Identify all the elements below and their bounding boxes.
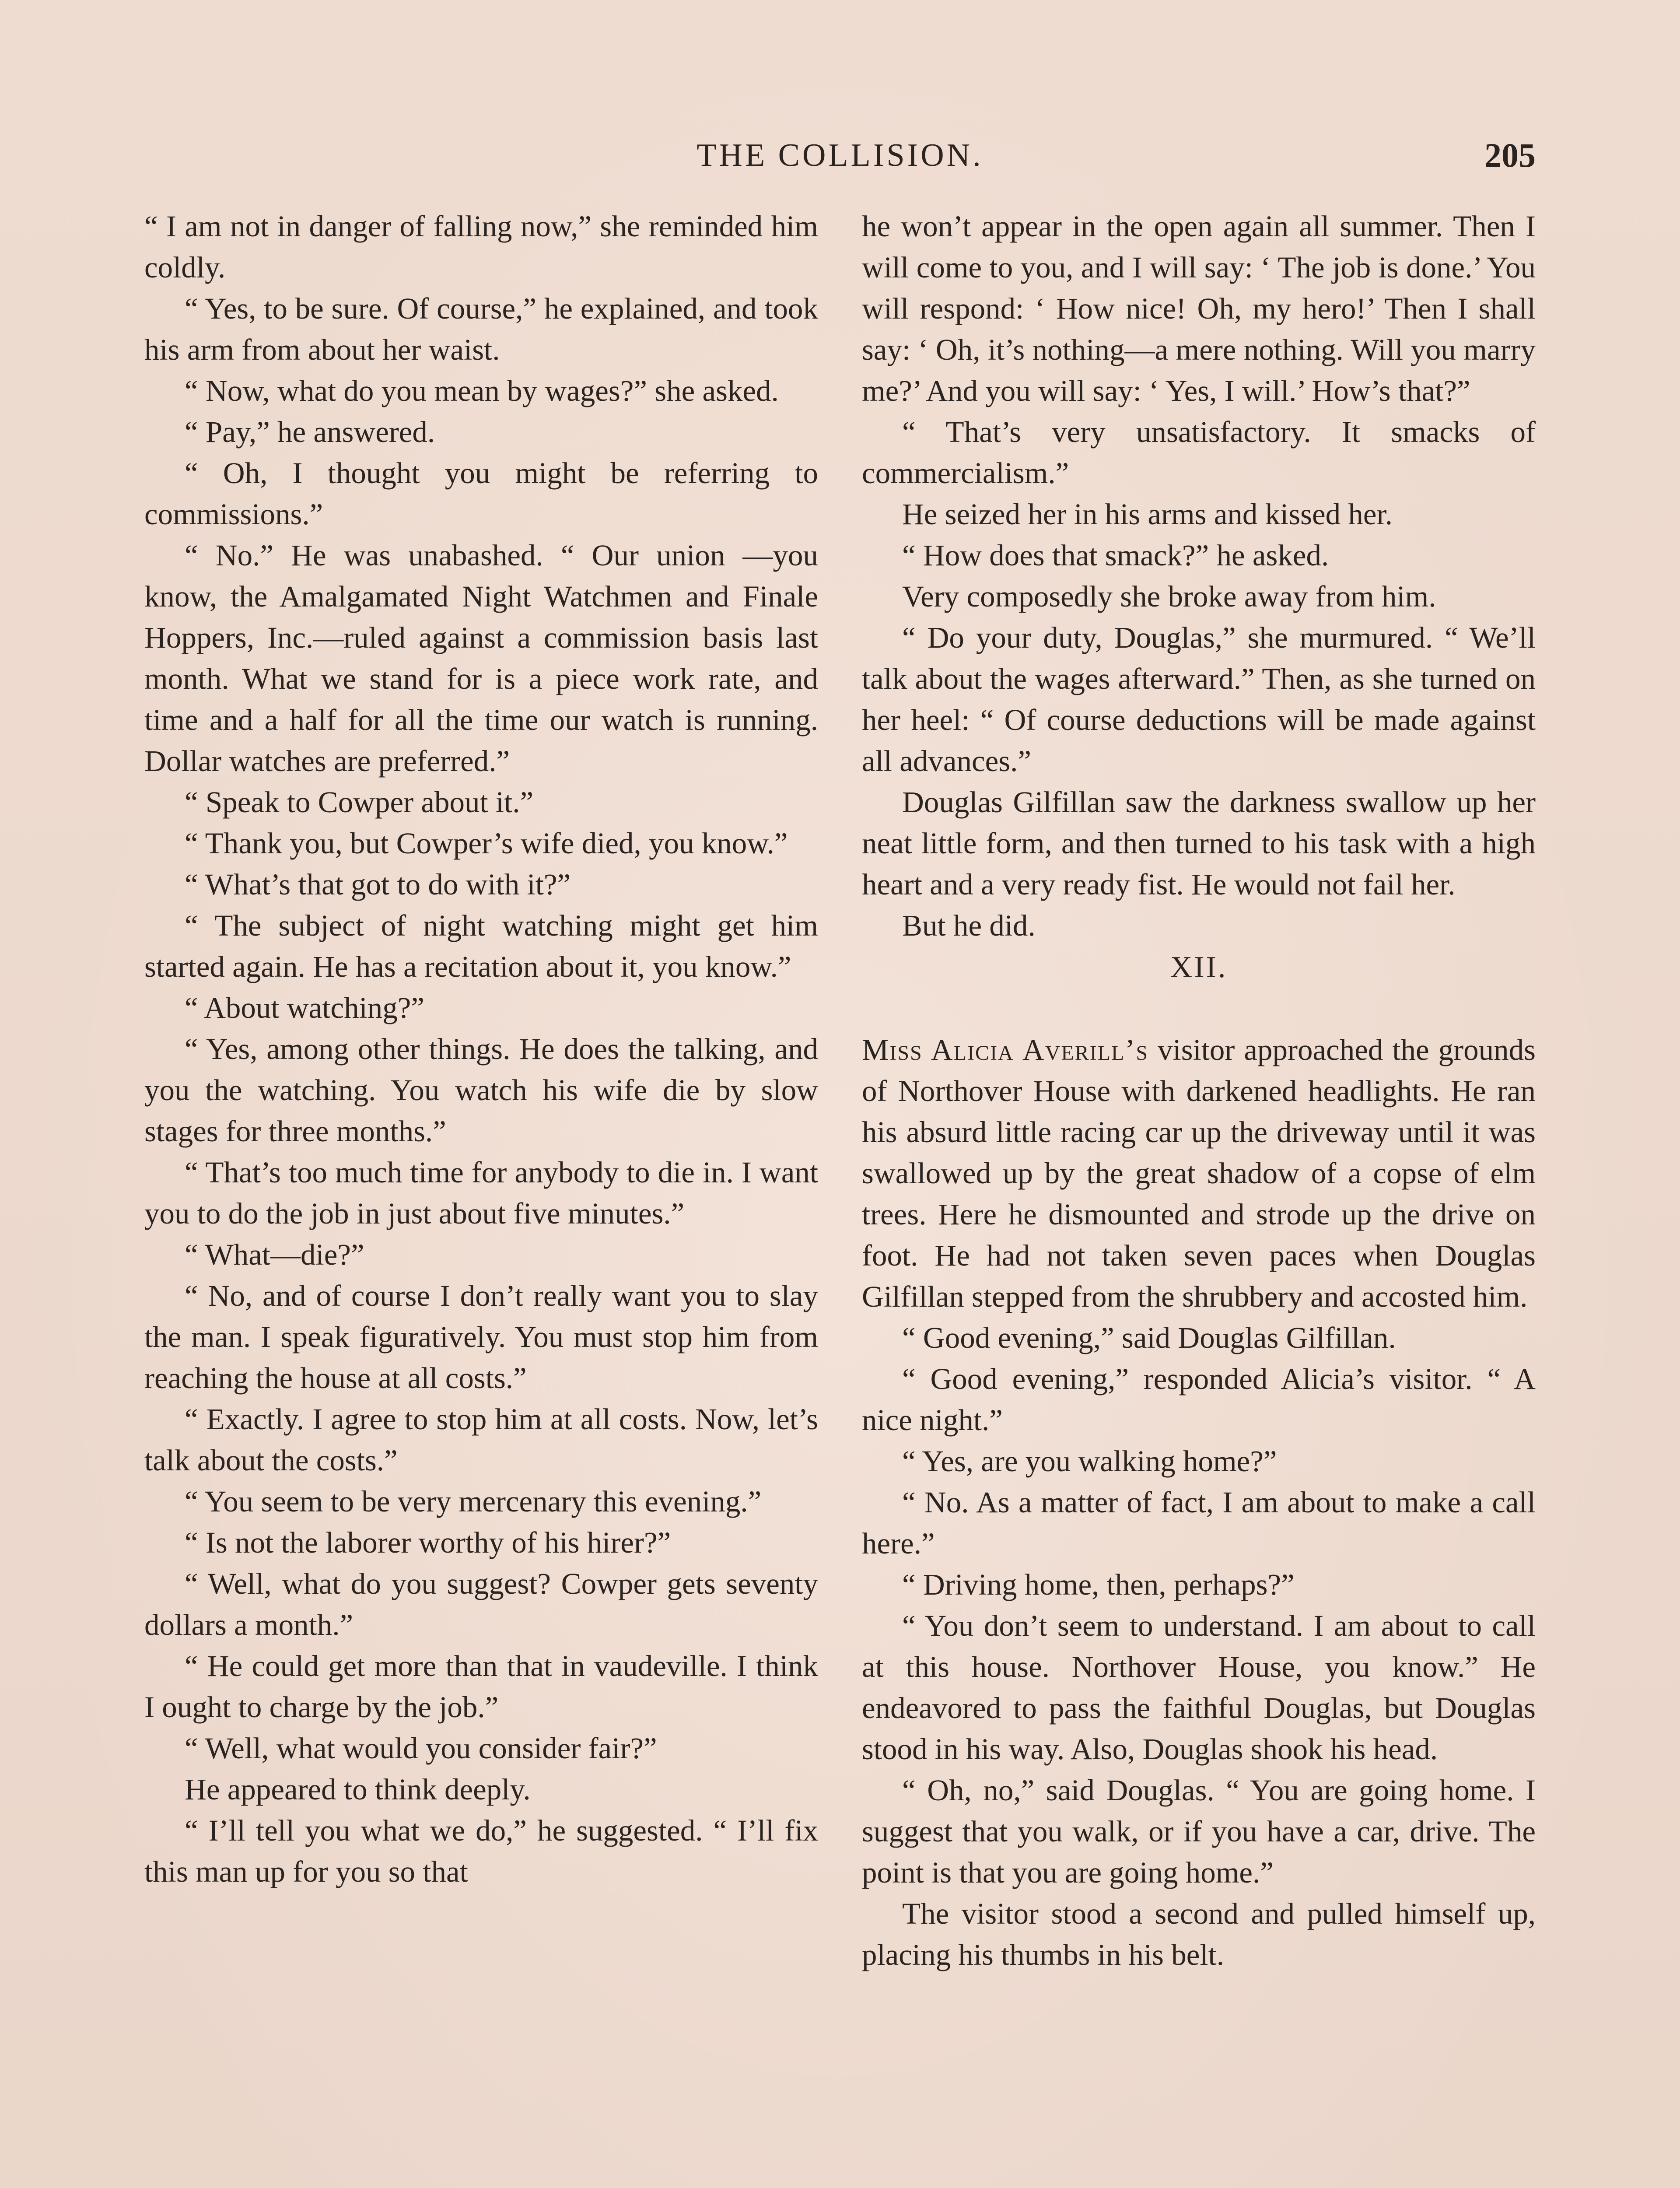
paragraph: “ Yes, among other things. He does the talking, and you the watching. You watch his wife die by slow stages for three months.” — [144, 1032, 818, 1148]
paragraph: “ Oh, no,” said Douglas. “ You are going home. I suggest that you walk, or if you have a car, drive. The point is that you are going home.” — [862, 1774, 1536, 1889]
paragraph: “ Do your duty, Douglas,” she murmured. “ We’ll talk about the wages afterward.” Then, as she turned on her heel: “ Of course deductions will be made against all advances.” — [862, 621, 1536, 778]
paragraph: “ What—die?” — [185, 1238, 364, 1271]
paragraph: “ What’s that got to do with it?” — [185, 868, 571, 901]
paragraph: “ Well, what do you suggest? Cowper gets seventy dollars a month.” — [144, 1567, 818, 1641]
page-number: 205 — [1484, 136, 1536, 174]
right-column — [862, 206, 1536, 1975]
paragraph: But he did. — [902, 909, 1036, 942]
left-column — [144, 206, 818, 1892]
chapter-opening-paragraph — [862, 1029, 1536, 1317]
paragraph: “ That’s very unsatisfactory. It smacks of commercialism.” — [862, 415, 1536, 490]
paragraph: “ You don’t seem to understand. I am about to call at this house. Northover House, you know.” He endeavored to pass the faithful Douglas, but Douglas stood in his way. Also, Douglas shook his head. — [862, 1609, 1536, 1766]
paragraph: “ No.” He was unabashed. “ Our union —you know, the Amalgamated Night Watchmen and Finale Hoppers, Inc.—ruled against a commission basis last month. What we stand for is a piece work rate, and time and a half for all the time our watch is running. Dollar watches are preferred.” — [144, 539, 818, 778]
paragraph: “ I’ll tell you what we do,” he suggested. “ I’ll fix this man up for you so that — [144, 1814, 818, 1888]
paragraph: he won’t appear in the open again all summer. Then I will come to you, and I will say: ‘ The job is done.’ You will respond: ‘ How nice! Oh, my hero!’ Then I shall say: ‘ Oh, it’s nothing—a mere nothing. Will you marry me?’ And you will say: ‘ Yes, I will.’ How’s that?” — [862, 210, 1536, 407]
paragraph: “ Now, what do you mean by wages?” she asked. — [185, 374, 779, 407]
paragraph: “ Good evening,” responded Alicia’s visitor. “ A nice night.” — [862, 1362, 1536, 1437]
paragraph: “ He could get more than that in vaudeville. I think I ought to charge by the job.” — [144, 1649, 818, 1724]
chapter-heading: XII. — [1170, 950, 1228, 984]
paragraph: “ Yes, to be sure. Of course,” he explained, and took his arm from about her waist. — [144, 292, 818, 366]
paragraph: “ Driving home, then, perhaps?” — [902, 1568, 1295, 1601]
paragraph: The visitor stood a second and pulled himself up, placing his thumbs in his belt. — [862, 1897, 1536, 1971]
chapter-lead-smallcaps: Miss Alicia Averill’s — [862, 1033, 1149, 1066]
paragraph: “ About watching?” — [185, 991, 424, 1024]
chapter-lead-text: visitor approached the grounds of Northover House with darkened headlights. He ran his absurd little racing car up the driveway until it was swallowed up by the great shadow of a copse of elm trees. Here he dismounted and strode up the drive on foot. He had not taken seven paces when Douglas Gilfillan stepped from the shrubbery and accosted him. — [862, 1033, 1536, 1313]
paragraph: Douglas Gilfillan saw the darkness swallow up her neat little form, and then turned to his task with a high heart and a very ready fist. He would not fail her. — [862, 785, 1536, 901]
paragraph: “ You seem to be very mercenary this evening.” — [185, 1485, 762, 1518]
paragraph: “ Is not the laborer worthy of his hirer?” — [185, 1526, 671, 1559]
paragraph: “ Thank you, but Cowper’s wife died, you know.” — [185, 827, 788, 860]
paragraph: Very composedly she broke away from him. — [902, 580, 1436, 613]
running-title: THE COLLISION. — [696, 137, 984, 173]
paragraph: “ How does that smack?” he asked. — [902, 539, 1329, 572]
paragraph: “ I am not in danger of falling now,” she reminded him coldly. — [144, 210, 818, 284]
paragraph: He seized her in his arms and kissed her. — [902, 498, 1393, 531]
paragraph: “ No. As a matter of fact, I am about to make a call here.” — [862, 1486, 1536, 1560]
paragraph: “ No, and of course I don’t really want you to slay the man. I speak figuratively. You must stop him from reaching the house at all costs.” — [144, 1279, 818, 1395]
paragraph: “ Well, what would you consider fair?” — [185, 1732, 657, 1765]
paragraph: He appeared to think deeply. — [185, 1773, 531, 1806]
paragraph: “ Exactly. I agree to stop him at all costs. Now, let’s talk about the costs.” — [144, 1403, 818, 1477]
paragraph: “ Yes, are you walking home?” — [902, 1445, 1277, 1478]
paragraph: “ The subject of night watching might get him started again. He has a recitation about it, you know.” — [144, 909, 818, 983]
paragraph: “ That’s too much time for anybody to die in. I want you to do the job in just about five minutes.” — [144, 1156, 818, 1230]
running-head — [144, 131, 1536, 179]
paragraph: “ Oh, I thought you might be referring to commissions.” — [144, 456, 818, 531]
paragraph: “ Good evening,” said Douglas Gilfillan. — [902, 1321, 1396, 1354]
paragraph: “ Speak to Cowper about it.” — [185, 785, 534, 819]
paragraph: “ Pay,” he answered. — [185, 415, 435, 449]
